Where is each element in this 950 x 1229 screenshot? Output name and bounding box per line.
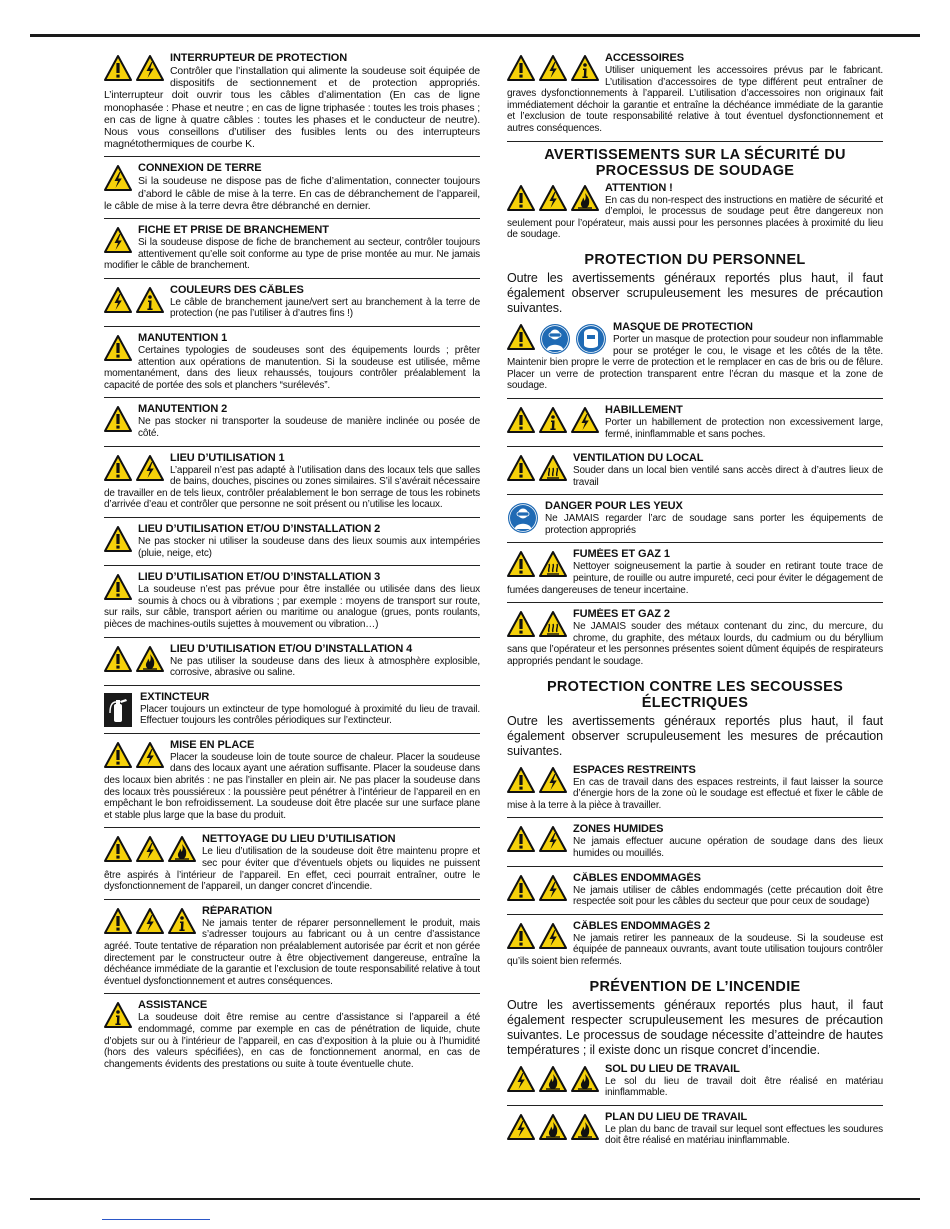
section-danger-pour-les-yeux xyxy=(507,500,883,543)
hazard-icons xyxy=(104,164,132,192)
section-lieu-d-utilisation-et-ou-d-installation-2 xyxy=(104,523,480,566)
warning-icon xyxy=(507,54,535,82)
right-column xyxy=(507,52,883,1158)
section-title: PLAN DU LIEU DE TRAVAIL xyxy=(605,1110,748,1123)
warning-icon xyxy=(104,645,132,673)
hazard-icons xyxy=(507,184,599,212)
info-icon xyxy=(539,406,567,434)
section-extincteur xyxy=(104,691,480,734)
section-title: VENTILATION DU LOCAL xyxy=(573,452,704,465)
section-text: Ne jamais effectuer aucune opération de soudage dans des lieux humides ou mouillés. xyxy=(573,836,883,859)
section-text: Placer toujours un extincteur de type homologué à proximité du lieu de travail. Effectuer toujours les contrôles périodiques sur l’extincteur. xyxy=(140,703,480,727)
section-text: Ne JAMAIS souder des métaux contenant du zinc, du mercure, du chrome, du graphite, des métaux lourds, du cadmium ou du béryllium sans que l’opérateur et les personnes présentes soient dûment équipés de respirateurs appropriés pendant le soudage. xyxy=(507,621,883,668)
section-title: ATTENTION ! xyxy=(605,181,673,194)
hazard-icons xyxy=(507,454,567,482)
left-column xyxy=(104,52,480,1081)
hazard-icons xyxy=(507,406,599,434)
hazard-icons xyxy=(507,323,607,355)
section-text: Utiliser uniquement les accessoires prévus par le fabricant. L’utilisation d’accessoires de type différent peut entraîner de graves dysfonctionnements à l’appareil. L’utilisation d’accessoires non originaux fait immédiatement déchoir la garantie et entraîne la déchéance immédiate de la garantie et l’exclusion de toute responsabilité relative à tout éventuel dysfonctionnement et autres conséquences. xyxy=(507,65,883,134)
warning-icon xyxy=(104,907,132,935)
goggles-icon xyxy=(539,323,571,355)
shock-icon xyxy=(104,164,132,192)
bottom-rule xyxy=(30,1198,920,1200)
extinguisher-icon xyxy=(104,693,132,727)
intro-fire-prevention: Outre les avertissements généraux reportés plus haut, il faut également respecter scrupuleusement les mesures de précaution suivantes. Le processus de soudage nécessite d’atteindre de hautes températures ; il existe donc un risque concret d’incendie. xyxy=(507,997,883,1057)
section-title: DANGER POUR LES YEUX xyxy=(545,500,683,513)
warning-icon xyxy=(104,741,132,769)
section-text: Si la soudeuse ne dispose pas de fiche d’alimentation, connecter toujours d’abord le câble de mise à la terre. En cas de débranchement de l’appareil, le câble de mise à la terre devra être débranché en dernier. xyxy=(104,175,480,212)
warning-icon xyxy=(507,825,535,853)
shock-icon xyxy=(136,835,164,863)
warning-icon xyxy=(104,334,132,362)
section-espaces-restreints xyxy=(507,764,883,819)
section-cables-endommages-2 xyxy=(507,920,883,974)
hazard-icons xyxy=(104,454,164,482)
hazard-icons xyxy=(104,741,164,769)
hazard-icons xyxy=(104,286,164,314)
section-sol-du-lieu-de-travail xyxy=(507,1063,883,1106)
hazard-icons xyxy=(104,525,132,553)
section-title: HABILLEMENT xyxy=(605,403,683,416)
section-text: La soudeuse n’est pas prévue pour être installée ou utilisée dans des lieux soumis à chocs ou à vibrations ; par exemple : moyens de transport sur route, sur rails, sur câble, transport aérien ou maritime ou analogue (grues, ponts roulants, pièces de machines-outils sujettes à mouvement ou vibration…) xyxy=(104,584,480,630)
shock-icon xyxy=(539,766,567,794)
warning-icon xyxy=(104,454,132,482)
fire-icon xyxy=(571,184,599,212)
section-masque-de-protection xyxy=(507,321,883,399)
hazard-icons xyxy=(507,825,567,853)
shock-icon xyxy=(539,54,567,82)
section-fumees-et-gaz-2 xyxy=(507,608,883,673)
section-title: LIEU D’UTILISATION ET/OU D’INSTALLATION 2 xyxy=(138,522,381,535)
section-text: Ne jamais tenter de réparer personnellement le produit, mais s’adresser toujours au fabricant ou à un centre d’assistance agréé. Toute tentative de réparation non préalablement autorisée par écrit et non gérée directement par le constructeur outre à être objectivement dangereuse, entraîne la déchéance immédiate de la garantie et l’exclusion de toute responsabilité relative à tout éventuel dysfonctionnement et autres conséquences. xyxy=(104,917,480,987)
section-title: COULEURS DES CÂBLES xyxy=(170,283,304,296)
hazard-icons xyxy=(507,550,567,578)
hazard-icons xyxy=(104,54,164,82)
heading-process-safety: AVERTISSEMENTS SUR LA SÉCURITÉ DU PROCESSUS DE SOUDAGE xyxy=(544,146,846,179)
section-manutention-1 xyxy=(104,332,480,398)
section-mise-en-place xyxy=(104,739,480,829)
shock-icon xyxy=(507,1065,535,1093)
heading-electric-shock: PROTECTION CONTRE LES SECOUSSES ÉLECTRIQUES xyxy=(546,678,844,711)
section-lieu-d-utilisation-1 xyxy=(104,452,480,518)
section-reparation xyxy=(104,905,480,995)
warning-icon xyxy=(507,610,535,638)
warning-icon xyxy=(507,550,535,578)
fire-icon xyxy=(539,1113,567,1141)
fumes-icon xyxy=(539,454,567,482)
shock-icon xyxy=(104,286,132,314)
shock-icon xyxy=(507,1113,535,1141)
warning-icon xyxy=(507,406,535,434)
fire-icon xyxy=(168,835,196,863)
section-text: Ne pas utiliser la soudeuse dans des lieux à atmosphère explosible, corrosive, abrasive ou saline. xyxy=(170,655,480,679)
shock-icon xyxy=(571,406,599,434)
section-attention xyxy=(507,182,883,247)
section-title: MANUTENTION 2 xyxy=(138,403,228,416)
shock-icon xyxy=(136,741,164,769)
section-lieu-d-utilisation-et-ou-d-installation-3 xyxy=(104,571,480,637)
warning-icon xyxy=(104,573,132,601)
shock-icon xyxy=(539,825,567,853)
page-link-underline xyxy=(102,1219,210,1220)
section-title: EXTINCTEUR xyxy=(140,690,210,703)
hazard-icons xyxy=(104,573,132,601)
section-title: MASQUE DE PROTECTION xyxy=(613,320,753,333)
section-text: Certaines typologies de soudeuses sont des équipements lourds ; prêter attention aux opérations de manutention. Si la soudeuse est utilisée, même momentanément, dans des lieux rehaussés, toujours contrôler préalablement la capacité de portée des sols et planchers “surélevés”. xyxy=(104,345,480,391)
section-title: FUMÉES ET GAZ 2 xyxy=(573,608,670,621)
section-text: Porter un masque de protection pour soudeur non inflammable pour se protéger le cou, le visage et les côtés de la tête. Maintenir bien propre le verre de protection et le remplacer en cas de bris ou de fêlure. Placer un verre de protection transparent entre l’écran du masque et la zone de soudage. xyxy=(507,333,883,392)
section-text: Ne jamais utiliser de câbles endommagés (cette précaution doit être respectée soit pour les câbles du secteur que pour ceux de soudage) xyxy=(573,884,883,908)
section-manutention-2 xyxy=(104,403,480,446)
section-text: Ne jamais retirer les panneaux de la soudeuse. Si la soudeuse est équipée de panneaux ouvrants, avant toute utilisation toujours contrôler qu’ils soient bien refermés. xyxy=(507,932,883,967)
info-icon xyxy=(136,286,164,314)
shock-icon xyxy=(539,874,567,902)
info-icon xyxy=(571,54,599,82)
info-icon xyxy=(168,907,196,935)
hazard-icons xyxy=(104,907,196,935)
section-accessoires xyxy=(507,52,883,142)
section-text: Souder dans un local bien ventilé sans accès direct à d’autres lieux de travail xyxy=(573,465,883,488)
warning-icon xyxy=(507,323,535,351)
section-text: En cas du non-respect des instructions en matière de sécurité et d’emploi, le processus de soudage peut être dangereux non seulement pour l’opérateur, mais aussi pour les personnes placées à proximité du lieu de soudage. xyxy=(507,194,883,241)
mask-icon xyxy=(575,323,607,355)
hazard-icons xyxy=(507,922,567,950)
info-icon xyxy=(104,1001,132,1029)
warning-icon xyxy=(104,405,132,433)
section-title: INTERRUPTEUR DE PROTECTION xyxy=(170,52,348,64)
section-title: FUMÉES ET GAZ 1 xyxy=(573,548,670,561)
section-text: Ne pas stocker ni transporter la soudeuse de manière inclinée ou posée de côté. xyxy=(138,416,480,439)
hazard-icons xyxy=(507,766,567,794)
hazard-icons xyxy=(104,835,196,863)
section-text: Le lieu d’utilisation de la soudeuse doit être maintenu propre et sec pour éviter que d’éventuels objets ou liquides ne puissent être aspirés à l’intérieur de l’appareil. En effet, ceci pourrait entraîner, outre le dysfonctionnement de l’appareil, un danger concret d’incendie. xyxy=(104,846,480,893)
section-text: Placer la soudeuse loin de toute source de chaleur. Placer la soudeuse dans des locaux ayant une aération suffisante. Placer la soudeuse dans des locaux bien abrités : ne pas l’installer en plein air. Ne pas placer la soudeuse dans des locaux très poussiéreux : la poussière peut pénétrer à l’intérieur de l’appareil en en empêchant le bon refroidissement. La soudeuse doit être placée sur une surface plane et stable plus large que la base du produit. xyxy=(104,751,480,821)
heading-fire-prevention: PRÉVENTION DE L’INCENDIE xyxy=(589,978,801,995)
fumes-icon xyxy=(539,550,567,578)
hazard-icons xyxy=(507,502,539,534)
section-lieu-d-utilisation-et-ou-d-installation-4 xyxy=(104,643,480,686)
section-title: CÂBLES ENDOMMAGÉS xyxy=(573,871,701,884)
section-plan-du-lieu-de-travail xyxy=(507,1111,883,1153)
shock-icon xyxy=(136,54,164,82)
hazard-icons xyxy=(507,1113,599,1141)
section-text: Nettoyer soigneusement la partie à souder en retirant toute trace de peinture, de rouille ou autre impureté, ceci pour éviter le dégagement de fumées dangereuses de teneur incertaine. xyxy=(507,561,883,596)
intro-electric-shock: Outre les avertissements généraux reportés plus haut, il faut également observer scrupuleusement les mesures de précaution suivantes. xyxy=(507,713,883,758)
section-text: Ne JAMAIS regarder l’arc de soudage sans porter les équipements de protection appropriés xyxy=(545,513,883,536)
section-title: ZONES HUMIDES xyxy=(573,823,664,836)
section-title: MANUTENTION 1 xyxy=(138,332,228,344)
section-assistance xyxy=(104,999,480,1076)
section-text: La soudeuse doit être remise au centre d’assistance si l’appareil a été endommagé, comme par exemple en cas de pénétration de liquide, chute d’objets sur ou à l’intérieur de l’appareil, en cas d’exposition à la pluie ou à l’humidité (hors des valeurs spécifiées), en cas de fonctionnement anormal, en cas de changements évidents des prestations ou suite à toute éventuelle chute. xyxy=(104,1012,480,1070)
section-title: MISE EN PLACE xyxy=(170,738,255,751)
hazard-icons xyxy=(104,226,132,254)
section-text: Contrôler que l’installation qui alimente la soudeuse soit équipée de dispositifs de sectionnement et de protection appropriés. L’interrupteur doit ouvrir tous les câbles d’alimentation (En cas de ligne monophasée : Phase et neutre ; en cas de ligne triphasée : toutes les trois phases ; en cas de ligne à quatre câbles : toutes les phases et le conducteur de neutre). Nous vous conseillons d’utiliser des fusibles lents ou des interrupteurs magnétothermiques de courbe K. xyxy=(104,65,480,151)
section-title: LIEU D’UTILISATION ET/OU D’INSTALLATION 3 xyxy=(138,571,381,584)
shock-icon xyxy=(539,922,567,950)
section-text: Si la soudeuse dispose de fiche de branchement au secteur, contrôler toujours attentivement qu’elle soit conforme au type de prise montée au mur. Ne jamais modifier le câble de branchement. xyxy=(104,237,480,272)
hazard-icons xyxy=(104,1001,132,1029)
heading-personnel: PROTECTION DU PERSONNEL xyxy=(584,251,806,268)
hazard-icons xyxy=(507,874,567,902)
section-title: FICHE ET PRISE DE BRANCHEMENT xyxy=(138,224,329,237)
goggles-icon xyxy=(507,502,539,534)
section-title: ASSISTANCE xyxy=(138,999,208,1012)
shock-icon xyxy=(104,226,132,254)
shock-icon xyxy=(136,907,164,935)
top-rule xyxy=(30,34,920,37)
section-fiche-et-prise-de-branchement xyxy=(104,224,480,279)
fire-icon xyxy=(571,1065,599,1093)
section-title: RÉPARATION xyxy=(202,904,273,917)
section-title: ESPACES RESTREINTS xyxy=(573,763,696,776)
section-connexion-de-terre xyxy=(104,162,480,219)
hazard-icons xyxy=(507,610,567,638)
section-title: NETTOYAGE DU LIEU D’UTILISATION xyxy=(202,833,396,846)
section-title: ACCESSOIRES xyxy=(605,52,684,64)
section-ventilation-du-local xyxy=(507,452,883,495)
section-interrupteur-de-protection xyxy=(104,52,480,157)
warning-icon xyxy=(507,184,535,212)
warning-icon xyxy=(507,454,535,482)
section-title: CONNEXION DE TERRE xyxy=(138,162,262,175)
warning-icon xyxy=(507,922,535,950)
warning-icon xyxy=(104,835,132,863)
fire-icon xyxy=(571,1113,599,1141)
section-title: LIEU D’UTILISATION 1 xyxy=(170,451,285,464)
fire-icon xyxy=(539,1065,567,1093)
warning-icon xyxy=(104,525,132,553)
section-fumees-et-gaz-1 xyxy=(507,548,883,603)
section-title: SOL DU LIEU DE TRAVAIL xyxy=(605,1062,740,1075)
fire-icon xyxy=(136,645,164,673)
shock-icon xyxy=(539,184,567,212)
hazard-icons xyxy=(104,334,132,362)
hazard-icons xyxy=(507,1065,599,1093)
fumes-icon xyxy=(539,610,567,638)
section-text: Le sol du lieu de travail doit être réalisé en matériau ininflammable. xyxy=(605,1075,883,1099)
warning-icon xyxy=(507,874,535,902)
warning-icon xyxy=(104,54,132,82)
hazard-icons xyxy=(104,645,164,673)
hazard-icons xyxy=(507,54,599,82)
section-text: Ne pas stocker ni utiliser la soudeuse dans des lieux soumis aux intempéries (pluie, neige, etc) xyxy=(138,535,480,559)
intro-personnel: Outre les avertissements généraux reportés plus haut, il faut également observer scrupuleusement les mesures de précaution suivantes. xyxy=(507,270,883,315)
section-cables-endommages xyxy=(507,872,883,915)
section-nettoyage-du-lieu-d-utilisation xyxy=(104,833,480,899)
section-habillement xyxy=(507,404,883,447)
section-text: Le plan du banc de travail sur lequel sont effectues les soudures doit être réalisé en matériau ininflammable. xyxy=(605,1123,883,1147)
section-text: Le câble de branchement jaune/vert sert au branchement à la terre de protection (ne pas l’utiliser à d’autres fins !) xyxy=(170,296,480,320)
hazard-icons xyxy=(104,405,132,433)
shock-icon xyxy=(136,454,164,482)
section-title: LIEU D’UTILISATION ET/OU D’INSTALLATION 4 xyxy=(170,642,413,655)
section-text: En cas de travail dans des espaces restreints, il faut laisser la source d’énergie hors de la zone où le soudage est effectué et fixer le câble de mise à la terre à la pièce à travailler. xyxy=(507,776,883,811)
section-zones-humides xyxy=(507,823,883,866)
section-text: L’appareil n’est pas adapté à l’utilisation dans des locaux tels que salles de bains, douches, piscines ou zones similaires. S’il s’avérait nécessaire de travailler en de tels lieux, contrôler préalablement le bon serrage de tous les robinets d’arrivée d’eau et contrôler que personne ne soit présent ou n’utilise les locaux. xyxy=(104,464,480,511)
section-title: CÂBLES ENDOMMAGÉS 2 xyxy=(573,919,710,932)
warning-icon xyxy=(507,766,535,794)
section-couleurs-des-cables xyxy=(104,284,480,327)
section-text: Porter un habillement de protection non excessivement large, fermé, ininflammable et sans poches. xyxy=(605,416,883,440)
